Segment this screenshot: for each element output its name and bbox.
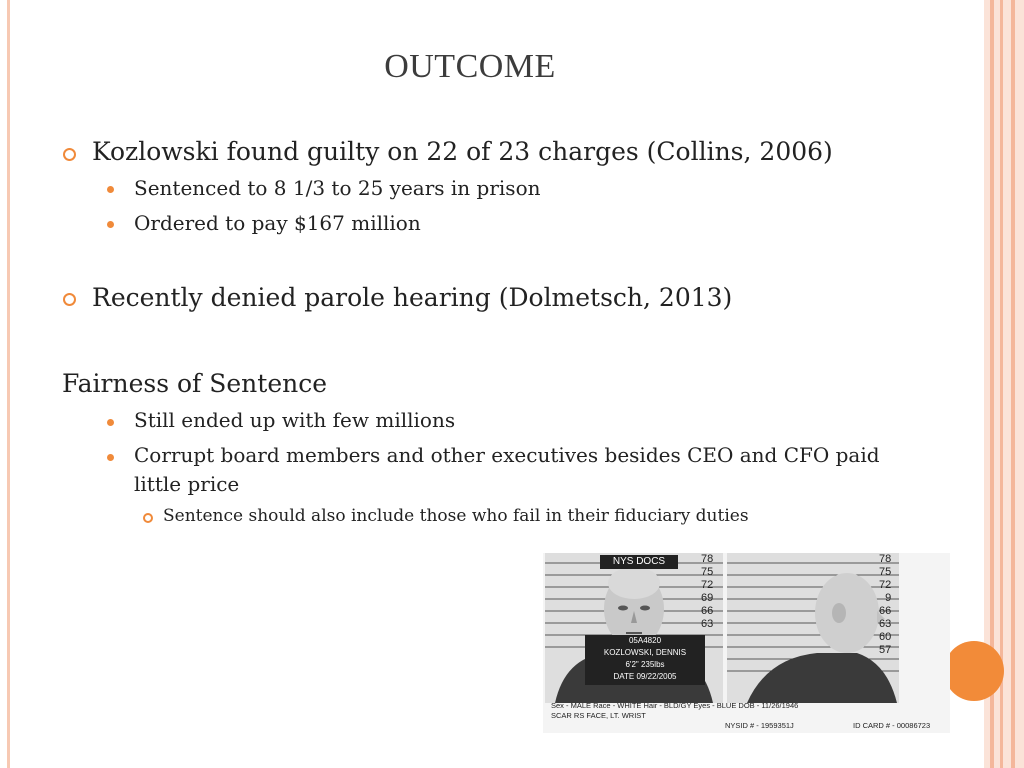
- sub-bullet-sentence: Sentenced to 8 1/3 to 25 years in prison: [134, 176, 541, 200]
- bullet-dot-icon: [107, 419, 114, 426]
- mugshot-caption-details: Sex - MALE Race - WHITE Hair - BLD/GY Eyes - BLUE DOB - 11/26/1946: [551, 701, 799, 710]
- mugshot-image: [543, 553, 950, 733]
- mugshot-front-panel: NYS DOCS 78 75 72 69 66 63 05A4820 KOZLOWSKI, DENNIS 6'2" 235lbs DATE 09/22/2005: [545, 553, 723, 703]
- sub-bullet-board-members-cont: little price: [134, 472, 240, 496]
- bullet-dot-icon: [107, 454, 114, 461]
- mugshot-id-card: ID CARD # - 00086723: [853, 721, 931, 730]
- mugshot-caption-scars: SCAR RS FACE, LT. WRIST: [551, 711, 646, 720]
- bullet-parole-denied: Recently denied parole hearing (Dolmetsch, 2013): [92, 283, 733, 312]
- sub-sub-bullet-fiduciary: Sentence should also include those who fail in their fiduciary duties: [163, 506, 749, 526]
- sub-bullet-millions: Still ended up with few millions: [134, 408, 456, 432]
- section-heading-fairness: Fairness of Sentence: [62, 369, 328, 398]
- bullet-ring-icon: [63, 148, 76, 161]
- mugshot-nysid: NYSID # - 1959351J: [725, 721, 794, 730]
- sub-bullet-payment: Ordered to pay $167 million: [134, 211, 421, 235]
- slide-title: OUTCOME: [384, 48, 556, 85]
- bullet-ring-small-icon: [143, 513, 153, 523]
- mugshot-name-sign: 05A4820 KOZLOWSKI, DENNIS 6'2" 235lbs DATE 09/22/2005: [585, 635, 705, 685]
- sub-bullet-board-members: Corrupt board members and other executives besides CEO and CFO paid: [134, 443, 880, 467]
- bullet-dot-icon: [107, 221, 114, 228]
- slide-left-border: [7, 0, 10, 768]
- bullet-dot-icon: [107, 186, 114, 193]
- orange-circle-decoration: [944, 641, 1004, 701]
- mugshot-board-label: NYS DOCS: [600, 555, 678, 569]
- bullet-ring-icon: [63, 293, 76, 306]
- bullet-guilty-charges: Kozlowski found guilty on 22 of 23 charges (Collins, 2006): [92, 137, 833, 166]
- mugshot-profile-panel: 78 75 72 9 66 63 60 57: [727, 553, 899, 703]
